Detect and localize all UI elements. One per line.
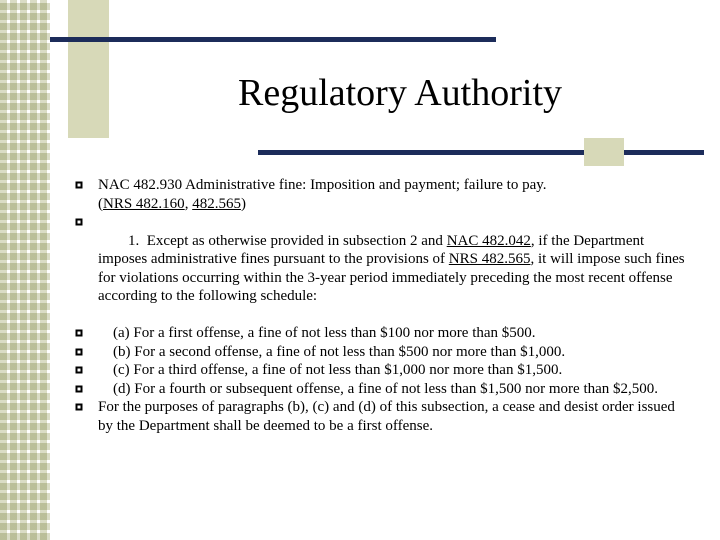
diamond-bullet-icon xyxy=(74,365,84,375)
list-item xyxy=(74,343,690,362)
decorative-block-right xyxy=(584,138,624,166)
decorative-block-top xyxy=(68,0,109,138)
item-text: (b) For a second offense, a fine of not less than $500 nor more than $1,000. xyxy=(98,343,566,360)
item-text: 1. Except as otherwise provided in subsection 2 and xyxy=(113,232,447,249)
separator: , xyxy=(184,195,193,212)
list-item xyxy=(74,361,690,380)
diamond-bullet-icon xyxy=(74,180,84,190)
diamond-bullet-icon xyxy=(74,217,84,227)
regulation-heading: NAC 482.930 Administrative fine: Imposition and payment; failure to pay. xyxy=(98,177,547,193)
decorative-checker-strip xyxy=(0,0,50,540)
list-item xyxy=(74,213,690,324)
item-text: (a) For a first offense, a fine of not less than $100 nor more than $500. xyxy=(98,325,536,341)
paren-open: ( xyxy=(98,195,103,212)
decorative-rule-top xyxy=(50,37,496,42)
diamond-bullet-icon xyxy=(74,328,84,338)
decorative-rule-bottom xyxy=(258,150,704,155)
diamond-bullet-icon xyxy=(74,347,84,357)
nrs-482-565-link[interactable]: 482.565 xyxy=(192,195,241,212)
list-item xyxy=(74,398,690,435)
diamond-bullet-icon xyxy=(74,384,84,394)
nrs-482-160-link[interactable]: NRS 482.160 xyxy=(103,195,185,212)
diamond-bullet-icon xyxy=(74,402,84,412)
body-bullet-list xyxy=(74,176,690,435)
paren-close: ) xyxy=(240,195,246,212)
item-text: , if the Department imposes administrative fines pursuant to the provisions of xyxy=(98,232,648,267)
item-text: (c) For a third offense, a fine of not less than $1,000 nor more than $1,500. xyxy=(98,362,563,378)
item-text: (d) For a fourth or subsequent offense, a fine of not less than $1,500 nor more than $2,500. xyxy=(98,380,659,397)
list-item xyxy=(74,324,690,343)
item-text: , it will impose such fines for violations occurring within the 3-year period immediately preceding the most recent offense according to the following schedule: xyxy=(98,251,689,304)
list-item xyxy=(74,176,690,213)
nac-482-042-link[interactable]: NAC 482.042 xyxy=(446,232,531,249)
list-item xyxy=(74,380,690,399)
item-text: For the purposes of paragraphs (b), (c) and (d) of this subsection, a cease and desist order issued by the Department shall be deemed to be a first offense. xyxy=(98,399,675,434)
nrs-482-565-link[interactable]: NRS 482.565 xyxy=(448,251,531,267)
slide-title: Regulatory Authority xyxy=(237,72,563,114)
